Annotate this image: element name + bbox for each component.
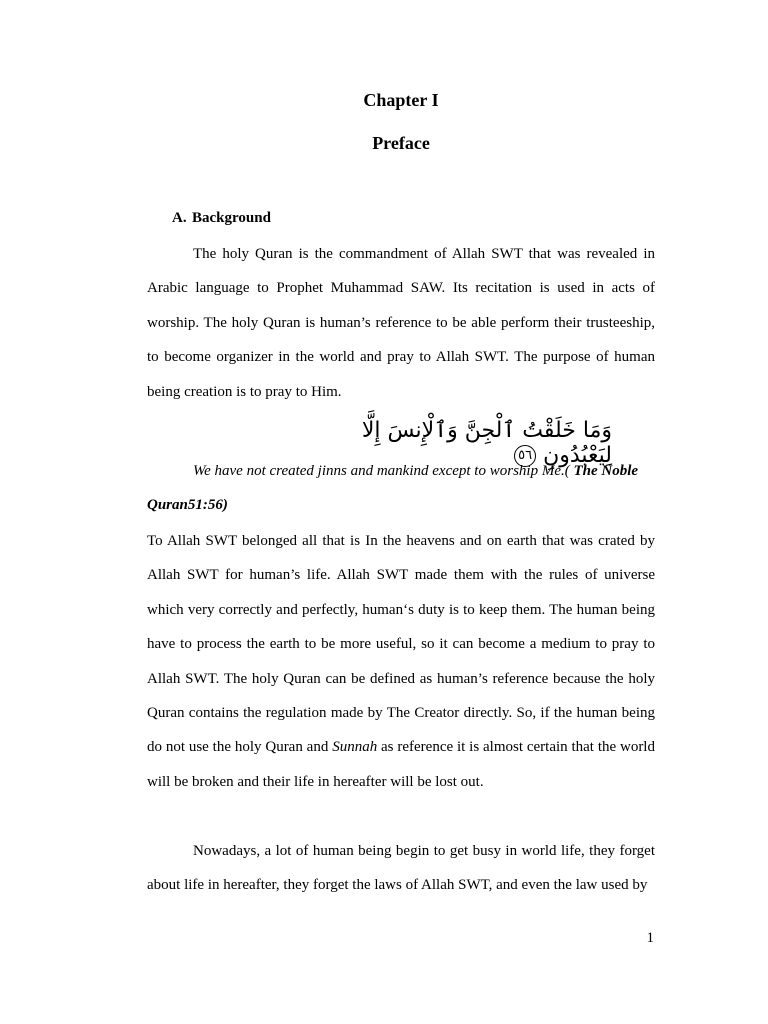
paragraph-nowadays: Nowadays, a lot of human being begin to get busy in world life, they forget about life in hereafter, they forget the laws of Allah SWT, and even the law used by [147,843,655,894]
subsection-heading [172,210,271,227]
heading-marker: A. [172,210,187,226]
translation-citation: The Noble Quran51:56) [147,463,639,514]
verse-translation [147,454,655,523]
page-number: 1 [646,930,654,946]
ayah-number-mark: ٥٦ [514,445,536,467]
paragraph-background-intro: The holy Quran is the commandment of Allah SWT that was revealed in Arabic language to Prophet Muhammad SAW. Its recitation is used in acts of worship. The holy Quran is human’s reference to be able perform their trusteeship, to become organizer in the world and pray to Allah SWT. The purpose of human being creation is to pray to Him. [147,246,655,400]
paragraph2-before: To Allah SWT belonged all that is In the heavens and on earth that was crated by Allah SWT for human’s life. Allah SWT made them with the rules of universe which very correctly and perfectly, human‘s duty is to keep them. The human being have to process the earth to be more useful, so it can become a medium to pray to Allah SWT. The holy Quran can be defined as human’s reference because the holy Quran contains the regulation made by The Creator directly. So, if the human being do not use the holy Quran and [147,533,655,756]
translation-text: We have not created jinns and mankind except to worship Me.( [193,463,570,479]
arabic-verse-text: وَمَا خَلَقْتُ ٱلْجِنَّ وَٱلْإِنسَ إِلَّا لِيَعْبُدُونِ [361,418,612,468]
sunnah-term: Sunnah [332,739,378,756]
heading-label: Background [192,210,271,226]
paragraph-allah-creation [147,524,655,799]
chapter-title: Chapter I [363,90,439,110]
paragraph2-after: as reference it is almost certain that the world will be broken and their life in hereafter will be lost out. [147,739,655,790]
section-title: Preface [372,133,430,153]
